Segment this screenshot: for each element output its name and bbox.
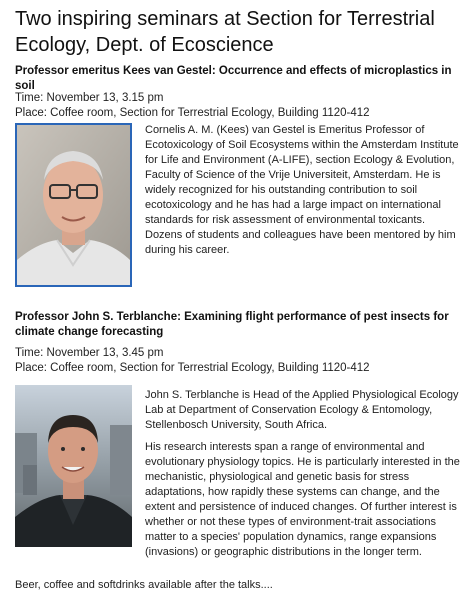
talk-heading: Professor John S. Terblanche: Examining flight performance of pest insects for climate change forecasting	[15, 311, 449, 338]
speaker-photo	[15, 385, 132, 547]
footer-note: Beer, coffee and softdrinks available after the talks....	[15, 579, 273, 591]
speaker-bio	[145, 388, 461, 567]
talk-time: Time: November 13, 3.45 pm	[15, 347, 164, 359]
bio-paragraph: His research interests span a range of environmental and evolutionary physiology topics. He is particularly interested in the mechanistic, physiological and genetic basis for stress adaptations, how rapidly these systems can change, and the extent and persistence of induced changes. Of further interest is whether or not these types of environment-trait associations matter to a species' population dynamics, range expansions (invasions) or geographic distributions in the longer term.	[145, 441, 460, 558]
talk-place: Place: Coffee room, Section for Terrestrial Ecology, Building 1120-412	[15, 107, 370, 119]
talk-meta	[15, 346, 460, 376]
talk-time: Time: November 13, 3.15 pm	[15, 92, 164, 104]
talk-heading: Professor emeritus Kees van Gestel: Occurrence and effects of microplastics in soil	[15, 65, 452, 92]
portrait-photo-icon	[15, 385, 132, 547]
bio-paragraph: Cornelis A. M. (Kees) van Gestel is Emeritus Professor of Ecotoxicology of Soil Ecosystems within the Amsterdam Institute for Life and Environment (A-LIFE), section Ecology & Evolution, Faculty of Science of the Vrije Universiteit, Amsterdam. He is widely recognized for his outstanding contribution to soil ecotoxicology and he has had a large impact on international standards for risk assessment of environmental toxicants. Dozens of students and colleagues have been mentored by him during his career.	[145, 124, 459, 256]
talk-meta	[15, 91, 460, 121]
portrait-photo-icon	[17, 125, 130, 285]
page-title: Two inspiring seminars at Section for Terrestrial Ecology, Dept. of Ecoscience	[15, 8, 435, 56]
speaker-photo	[15, 123, 132, 287]
bio-paragraph: John S. Terblanche is Head of the Applied Physiological Ecology Lab at Department of Conservation Ecology & Entomology, Stellenbosch University, South Africa.	[145, 389, 459, 431]
speaker-bio	[145, 123, 461, 265]
talk-place: Place: Coffee room, Section for Terrestrial Ecology, Building 1120-412	[15, 362, 370, 374]
